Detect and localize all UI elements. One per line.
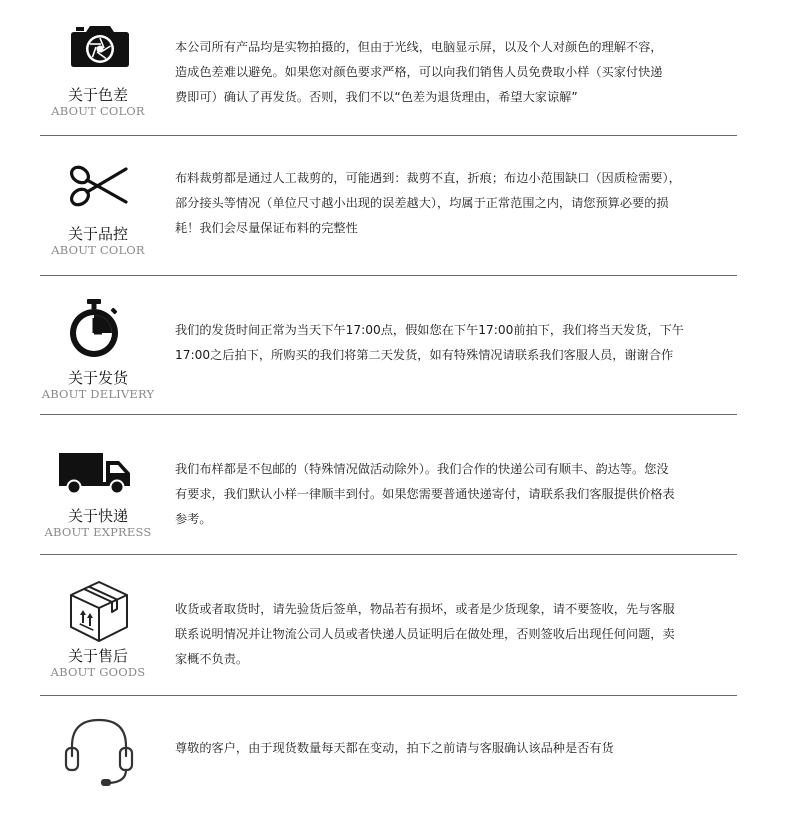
section-subtitle: ABOUT COLOR	[51, 243, 145, 257]
package-box-icon	[68, 579, 130, 643]
description-line: 我们布样都是不包邮的（特殊情况做活动除外）。我们合作的快递公司有顺丰、韵达等。您没	[175, 462, 669, 476]
section-description	[175, 35, 740, 110]
description-line: 家概不负责。	[175, 652, 249, 666]
description-line: 17:00之后拍下，所购买的我们将第二天发货，如有特殊情况请联系我们客服人员，谢谢合作	[175, 348, 674, 362]
description-line: 布料裁剪都是通过人工裁剪的，可能遇到：裁剪不直，折痕；布边小范围缺口（因质检需要），	[175, 171, 681, 185]
section-subtitle: ABOUT DELIVERY	[41, 387, 155, 401]
description-line: 我们的发货时间正常为当天下午17:00点，假如您在下午17:00前拍下，我们将当天发货，下午	[175, 323, 684, 337]
section-title: 关于售后	[67, 647, 128, 665]
description-line: 参考。	[175, 512, 212, 526]
section-subtitle: ABOUT COLOR	[51, 104, 145, 118]
truck-icon	[58, 452, 132, 496]
description-line: 造成色差难以避免。如果您对颜色要求严格，可以向我们销售人员免费取小样（买家付快递	[175, 65, 663, 79]
section-description	[175, 166, 740, 241]
section-description	[175, 736, 740, 761]
section-title: 关于品控	[67, 225, 128, 243]
description-line: 收货或者取货时，请先验货后签单，物品若有损坏，或者是少货现象，请不要签收，先与客服	[175, 602, 675, 616]
section-title: 关于快递	[67, 507, 128, 525]
section-subtitle: ABOUT EXPRESS	[44, 525, 152, 539]
section-description	[175, 318, 740, 368]
section-customer-service	[0, 696, 790, 813]
description-line: 尊敬的客户，由于现货数量每天都在变动，拍下之前请与客服确认该品种是否有货	[175, 741, 614, 755]
camera-icon	[70, 22, 130, 68]
description-line: 费即可）确认了再发货。否则，我们不以“色差为退货理由，希望大家谅解”	[175, 90, 578, 104]
section-title: 关于色差	[67, 86, 128, 104]
section-quality-control	[0, 136, 790, 275]
headset-icon	[64, 716, 134, 790]
section-delivery	[0, 276, 790, 414]
scissors-icon	[66, 162, 132, 210]
description-line: 联系说明情况并让物流公司人员或者快递人员证明后在做处理，否则签收后出现任何问题，卖	[175, 627, 675, 641]
stopwatch-icon	[64, 298, 124, 360]
section-color	[0, 0, 790, 136]
section-title: 关于发货	[67, 369, 128, 387]
section-description	[175, 457, 740, 532]
section-after-sales	[0, 555, 790, 695]
section-subtitle: ABOUT GOODS	[50, 665, 146, 679]
section-description	[175, 597, 740, 672]
section-express	[0, 415, 790, 554]
description-line: 有要求，我们默认小样一律顺丰到付。如果您需要普通快递寄付，请联系我们客服提供价格表	[175, 487, 675, 501]
description-line: 本公司所有产品均是实物拍摄的，但由于光线，电脑显示屏，以及个人对颜色的理解不容，	[175, 40, 663, 54]
description-line: 部分接头等情况（单位尺寸越小出现的误差越大），均属于正常范围之内，请您预算必要的损	[175, 196, 669, 210]
description-line: 耗！我们会尽量保证布料的完整性	[175, 221, 358, 235]
